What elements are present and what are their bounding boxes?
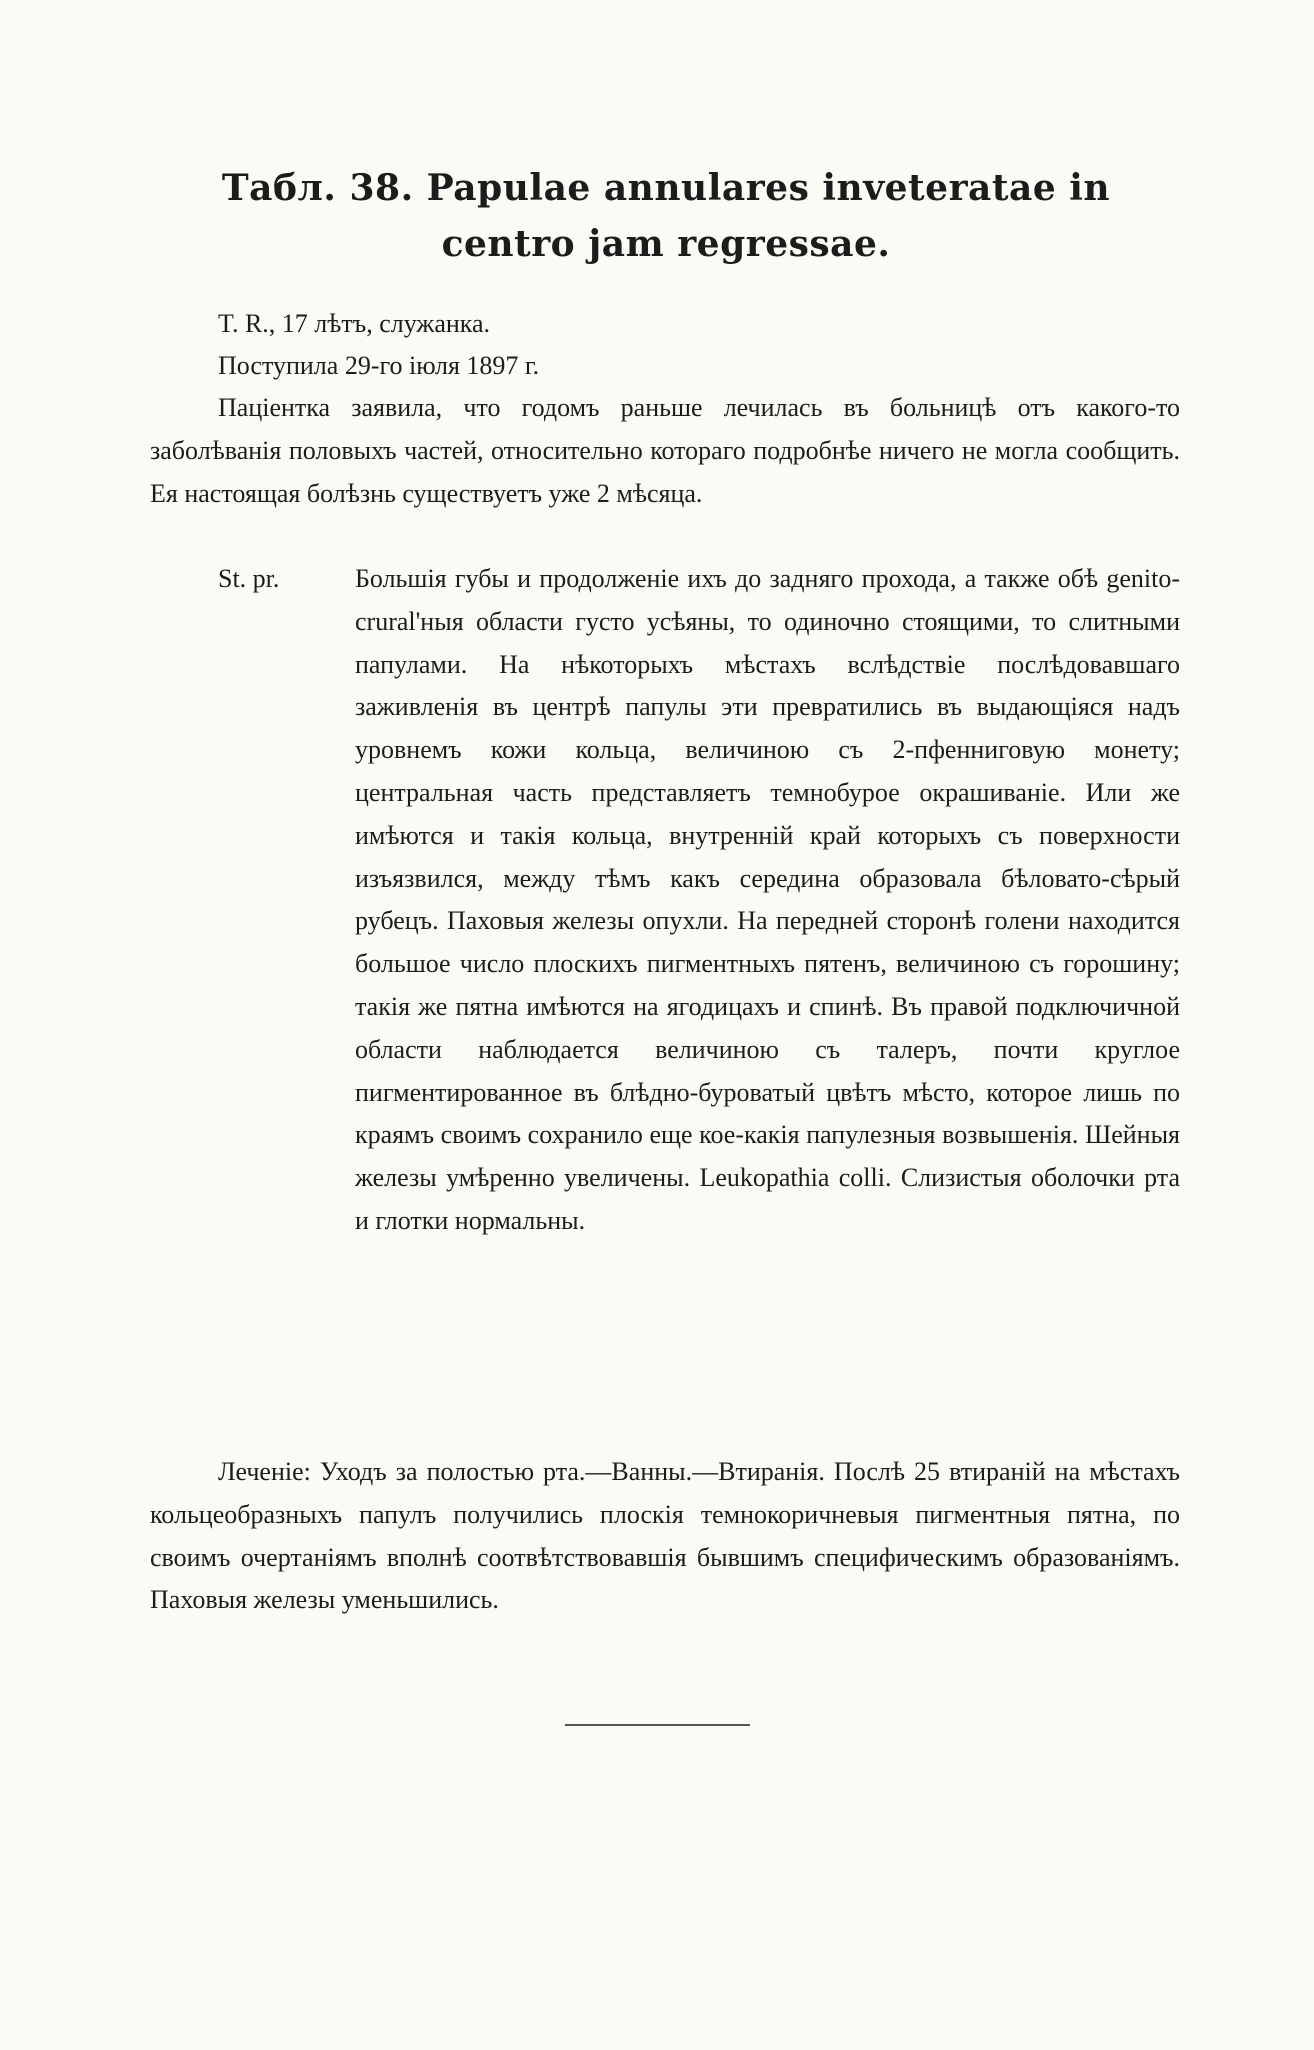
patient-info: T. R., 17 лѣтъ, служанка. <box>218 309 491 338</box>
page-title: Табл. 38. Papulae annulares inveteratae in centro jam regressae. <box>221 167 1111 265</box>
anamnesis-paragraph: Паціентка заявила, что годомъ раньше лечилась въ больницѣ отъ какого-то заболѣванія половыхъ частей, относительно котораго подробнѣе ничего не могла сообщить. Ея настоящая болѣзнь существуетъ уже 2 мѣсяца. <box>150 393 1180 508</box>
treatment-paragraph: Леченіе: Уходъ за полостью рта.—Ванны.—Втиранія. Послѣ 25 втираній на мѣстахъ кольцеобразныхъ папулъ получились плоскія темнокоричневыя пигментныя пятна, по своимъ очертаніямъ вполнѣ соотвѣтствовавшія бывшимъ специфическимъ образованіямъ. Паховыя железы уменьшились. <box>150 1457 1180 1615</box>
status-praesens-label: St. pr. <box>218 564 280 593</box>
closing-rule <box>565 1724 750 1726</box>
status-praesens-text: Большія губы и продолженіе ихъ до задняго прохода, а также обѣ genito-crural'ныя области густо усѣяны, то одиночно стоящими, то слитными папулами. На нѣкоторыхъ мѣстахъ вслѣдствіе послѣдовавшаго заживленія въ центрѣ папулы эти превратились въ выдающіяся надъ уровнемъ кожи кольца, величиною съ 2-пфенниговую монету; центральная часть представляетъ темнобурое окрашиваніе. Или же имѣются и такія кольца, внутренній край которыхъ съ поверхности изъязвился, между тѣмъ какъ середина образовала бѣловато-сѣрый рубецъ. Паховыя железы опухли. На передней сторонѣ голени находится большое число плоскихъ пигментныхъ пятенъ, величиною съ горошину; такія же пятна имѣются на ягодицахъ и спинѣ. Въ правой подключичной области наблюдается величиною съ талеръ, почти круглое пигментированное въ блѣдно-буроватый цвѣтъ мѣсто, которое лишь по краямъ своимъ сохранило еще кое-какія папулезныя возвышенія. Шейныя железы умѣренно увеличены. Leukopathia colli. Слизистыя оболочки рта и глотки нормальны. <box>355 564 1180 1235</box>
admission-date: Поступила 29-го іюля 1897 г. <box>218 351 540 380</box>
